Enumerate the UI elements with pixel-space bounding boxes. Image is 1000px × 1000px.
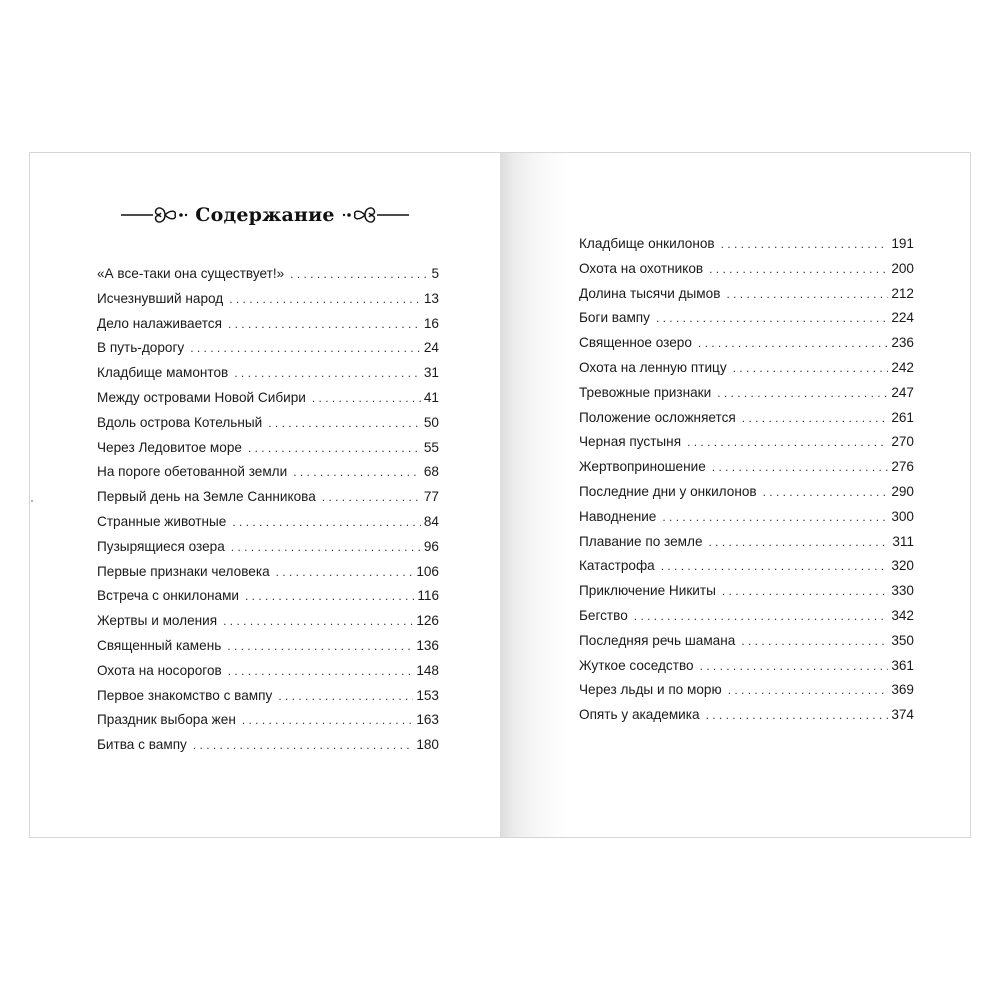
- toc-entry-title: Битва с вампу: [97, 737, 187, 753]
- toc-entry: [579, 306, 914, 331]
- toc-leader: [721, 232, 889, 257]
- toc-leader: [312, 386, 421, 411]
- toc-leader: [656, 306, 888, 331]
- toc-entry-page: 153: [416, 687, 439, 703]
- toc-entry-page: 374: [891, 707, 914, 723]
- toc-entry: [579, 406, 914, 431]
- toc-entry-title: Охота на охотников: [579, 260, 704, 276]
- toc-entry: [579, 554, 914, 579]
- toc-entry: [97, 634, 439, 659]
- toc-entry-title: Плавание по земле: [579, 533, 703, 549]
- toc-entry-page: 84: [423, 513, 439, 529]
- toc-entry: [579, 232, 914, 257]
- toc-entry-page: 311: [892, 533, 914, 549]
- toc-entry-title: Жертвоприношение: [579, 459, 706, 475]
- toc-leader: [248, 436, 421, 461]
- toc-entry: [97, 336, 439, 361]
- toc-entry: [97, 361, 439, 386]
- toc-entry: [97, 584, 439, 609]
- toc-entry-page: 212: [891, 285, 914, 301]
- toc-entry: [97, 609, 439, 634]
- toc-entry-page: 126: [416, 613, 439, 629]
- toc-entry-title: Тревожные признаки: [579, 384, 712, 400]
- toc-leader: [290, 262, 428, 287]
- toc-entry-title: Через льды и по морю: [579, 682, 722, 698]
- toc-entry-title: Последняя речь шамана: [579, 632, 736, 648]
- toc-leader: [763, 480, 889, 505]
- toc-leader: [722, 579, 888, 604]
- toc-leader: [726, 282, 888, 307]
- toc-entry-page: 320: [891, 558, 914, 574]
- toc-entry-page: 16: [423, 315, 439, 331]
- toc-entry-page: 106: [416, 563, 439, 579]
- toc-entry-title: Боги вампу: [579, 310, 650, 326]
- toc-entry: [579, 703, 914, 728]
- toc-entry: [97, 560, 439, 585]
- toc-entry-page: 300: [891, 508, 914, 524]
- toc-entry-page: 200: [891, 260, 914, 276]
- toc-entry-page: 350: [891, 632, 914, 648]
- toc-entry-page: 180: [416, 737, 439, 753]
- toc-entry-page: 136: [416, 637, 439, 653]
- toc-entry-page: 50: [423, 414, 439, 430]
- book-spread: [29, 152, 971, 838]
- toc-entry-title: Положение осложняется: [579, 409, 736, 425]
- toc-entry-title: На пороге обетованной земли: [97, 464, 288, 480]
- toc-entry: [97, 510, 439, 535]
- toc-leader: [268, 411, 421, 436]
- toc-entry-title: Священный камень: [97, 637, 222, 653]
- toc-entry: [97, 485, 439, 510]
- toc-leader: [234, 361, 421, 386]
- toc-entry: [579, 579, 914, 604]
- toc-entry-page: 369: [891, 682, 914, 698]
- toc-entry-title: Катастрофа: [579, 558, 655, 574]
- toc-leader: [276, 560, 414, 585]
- toc-entry-page: 163: [416, 712, 439, 728]
- toc-entry-title: Странные животные: [97, 513, 227, 529]
- toc-entry-title: Бегство: [579, 607, 628, 623]
- toc-entry-title: Охота на ленную птицу: [579, 359, 727, 375]
- toc-entry-title: Праздник выбора жен: [97, 712, 236, 728]
- toc-entry: [97, 684, 439, 709]
- toc-entry-page: 247: [891, 384, 914, 400]
- toc-entry-page: 276: [891, 459, 914, 475]
- toc-entry-title: Священное озеро: [579, 335, 692, 351]
- toc-entry-title: Долина тысячи дымов: [579, 285, 721, 301]
- toc-leader: [728, 678, 889, 703]
- toc-leader: [741, 629, 888, 654]
- toc-leader: [661, 554, 889, 579]
- toc-entry: [579, 257, 914, 282]
- toc-entry-title: Пузырящиеся озера: [97, 538, 225, 554]
- toc-entry-page: 31: [423, 365, 439, 381]
- toc-entry-title: Охота на носорогов: [97, 662, 222, 678]
- toc-entry: [579, 282, 914, 307]
- toc-leader: [228, 659, 414, 684]
- toc-entry: [97, 312, 439, 337]
- toc-entry-title: Первые признаки человека: [97, 563, 270, 579]
- toc-leader: [232, 510, 421, 535]
- toc-entry: [579, 530, 914, 555]
- toc-leader: [634, 604, 889, 629]
- toc-leader: [227, 634, 413, 659]
- toc-entry-page: 242: [891, 359, 914, 375]
- toc-entry-title: Кладбище онкилонов: [579, 236, 715, 251]
- toc-leader: [242, 708, 413, 733]
- toc-leader: [717, 381, 888, 406]
- toc-entry: [97, 411, 439, 436]
- toc-leader: [193, 733, 413, 758]
- contents-heading: [30, 197, 500, 233]
- toc-leader: [293, 460, 421, 485]
- toc-entry-title: Жуткое соседство: [579, 657, 694, 673]
- toc-entry-page: 96: [423, 538, 439, 554]
- toc-entry-page: 236: [891, 335, 914, 351]
- toc-entry: [579, 430, 914, 455]
- toc-entry-page: 13: [423, 290, 439, 306]
- toc-entry: [97, 386, 439, 411]
- toc-entry: [97, 708, 439, 733]
- toc-entry-title: Наводнение: [579, 508, 657, 524]
- toc-entry: [579, 678, 914, 703]
- toc-entry: [97, 287, 439, 312]
- toc-entry: [97, 262, 439, 287]
- toc-leader: [733, 356, 889, 381]
- toc-leader: [709, 530, 890, 555]
- toc-leader: [706, 703, 889, 728]
- toc-leader: [662, 505, 888, 530]
- toc-leader: [712, 455, 889, 480]
- toc-leader: [742, 406, 889, 431]
- toc-leader: [709, 257, 888, 282]
- toc-leader: [278, 684, 413, 709]
- toc-entry-page: 330: [891, 583, 914, 599]
- toc-entry-title: Черная пустыня: [579, 434, 682, 450]
- toc-entry-title: Последние дни у онкилонов: [579, 483, 757, 499]
- paper-speck: [31, 500, 33, 502]
- toc-entry-title: Исчезнувший народ: [97, 290, 224, 306]
- toc-entry-page: 116: [417, 588, 439, 604]
- toc-entry-page: 77: [423, 489, 439, 505]
- toc-entry-title: Жертвы и моления: [97, 613, 218, 629]
- toc-entry: [579, 331, 914, 356]
- toc-leader: [190, 336, 421, 361]
- toc-entry: [97, 535, 439, 560]
- toc-leader: [245, 584, 414, 609]
- toc-entry-title: Первое знакомство с вампу: [97, 687, 273, 703]
- toc-entry-page: 290: [891, 483, 914, 499]
- toc-leader: [231, 535, 421, 560]
- toc-entry-title: Дело налаживается: [97, 315, 222, 331]
- toc-entry: [579, 654, 914, 679]
- toc-leader: [229, 287, 421, 312]
- toc-entry-page: 270: [891, 434, 914, 450]
- toc-entry-title: Опять у академика: [579, 707, 700, 723]
- toc-entry-title: Между островами Новой Сибири: [97, 389, 306, 405]
- toc-entry: [97, 659, 439, 684]
- toc-entry-title: Вдоль острова Котельный: [97, 414, 263, 430]
- toc-entry-page: 68: [423, 464, 439, 480]
- contents-title: Содержание: [195, 204, 335, 226]
- toc-entry: [97, 733, 439, 758]
- toc-entry-page: 5: [431, 266, 439, 281]
- toc-leader: [322, 485, 421, 510]
- toc-entry-title: Приключение Никиты: [579, 583, 716, 599]
- toc-entry-title: Встреча с онкилонами: [97, 588, 240, 604]
- left-ornament-icon: [119, 201, 189, 229]
- toc-leader: [687, 430, 888, 455]
- toc-entry: [579, 505, 914, 530]
- toc-entry-page: 261: [891, 409, 914, 425]
- toc-leader: [228, 312, 421, 337]
- toc-entry-page: 342: [891, 607, 914, 623]
- toc-entry-title: «А все-таки она существует!»: [97, 266, 285, 281]
- toc-entry: [579, 455, 914, 480]
- toc-entry-title: Кладбище мамонтов: [97, 365, 229, 381]
- toc-entry: [579, 604, 914, 629]
- toc-entry: [579, 356, 914, 381]
- toc-entry: [97, 436, 439, 461]
- toc-entry-page: 191: [891, 236, 914, 251]
- toc-left-column: [97, 262, 439, 758]
- toc-leader: [700, 654, 889, 679]
- right-ornament-icon: [341, 201, 411, 229]
- toc-entry-page: 148: [416, 662, 439, 678]
- toc-leader: [223, 609, 413, 634]
- toc-right-column: [579, 232, 914, 728]
- toc-entry-page: 224: [891, 310, 914, 326]
- toc-entry-page: 55: [423, 439, 439, 455]
- toc-entry-page: 361: [891, 657, 914, 673]
- toc-entry: [579, 480, 914, 505]
- toc-entry-title: В путь-дорогу: [97, 340, 185, 356]
- toc-entry-title: Первый день на Земле Санникова: [97, 489, 316, 505]
- toc-entry: [97, 460, 439, 485]
- toc-entry: [579, 381, 914, 406]
- toc-leader: [698, 331, 888, 356]
- toc-entry-title: Через Ледовитое море: [97, 439, 242, 455]
- toc-entry: [579, 629, 914, 654]
- toc-entry-page: 41: [423, 389, 439, 405]
- toc-entry-page: 24: [423, 340, 439, 356]
